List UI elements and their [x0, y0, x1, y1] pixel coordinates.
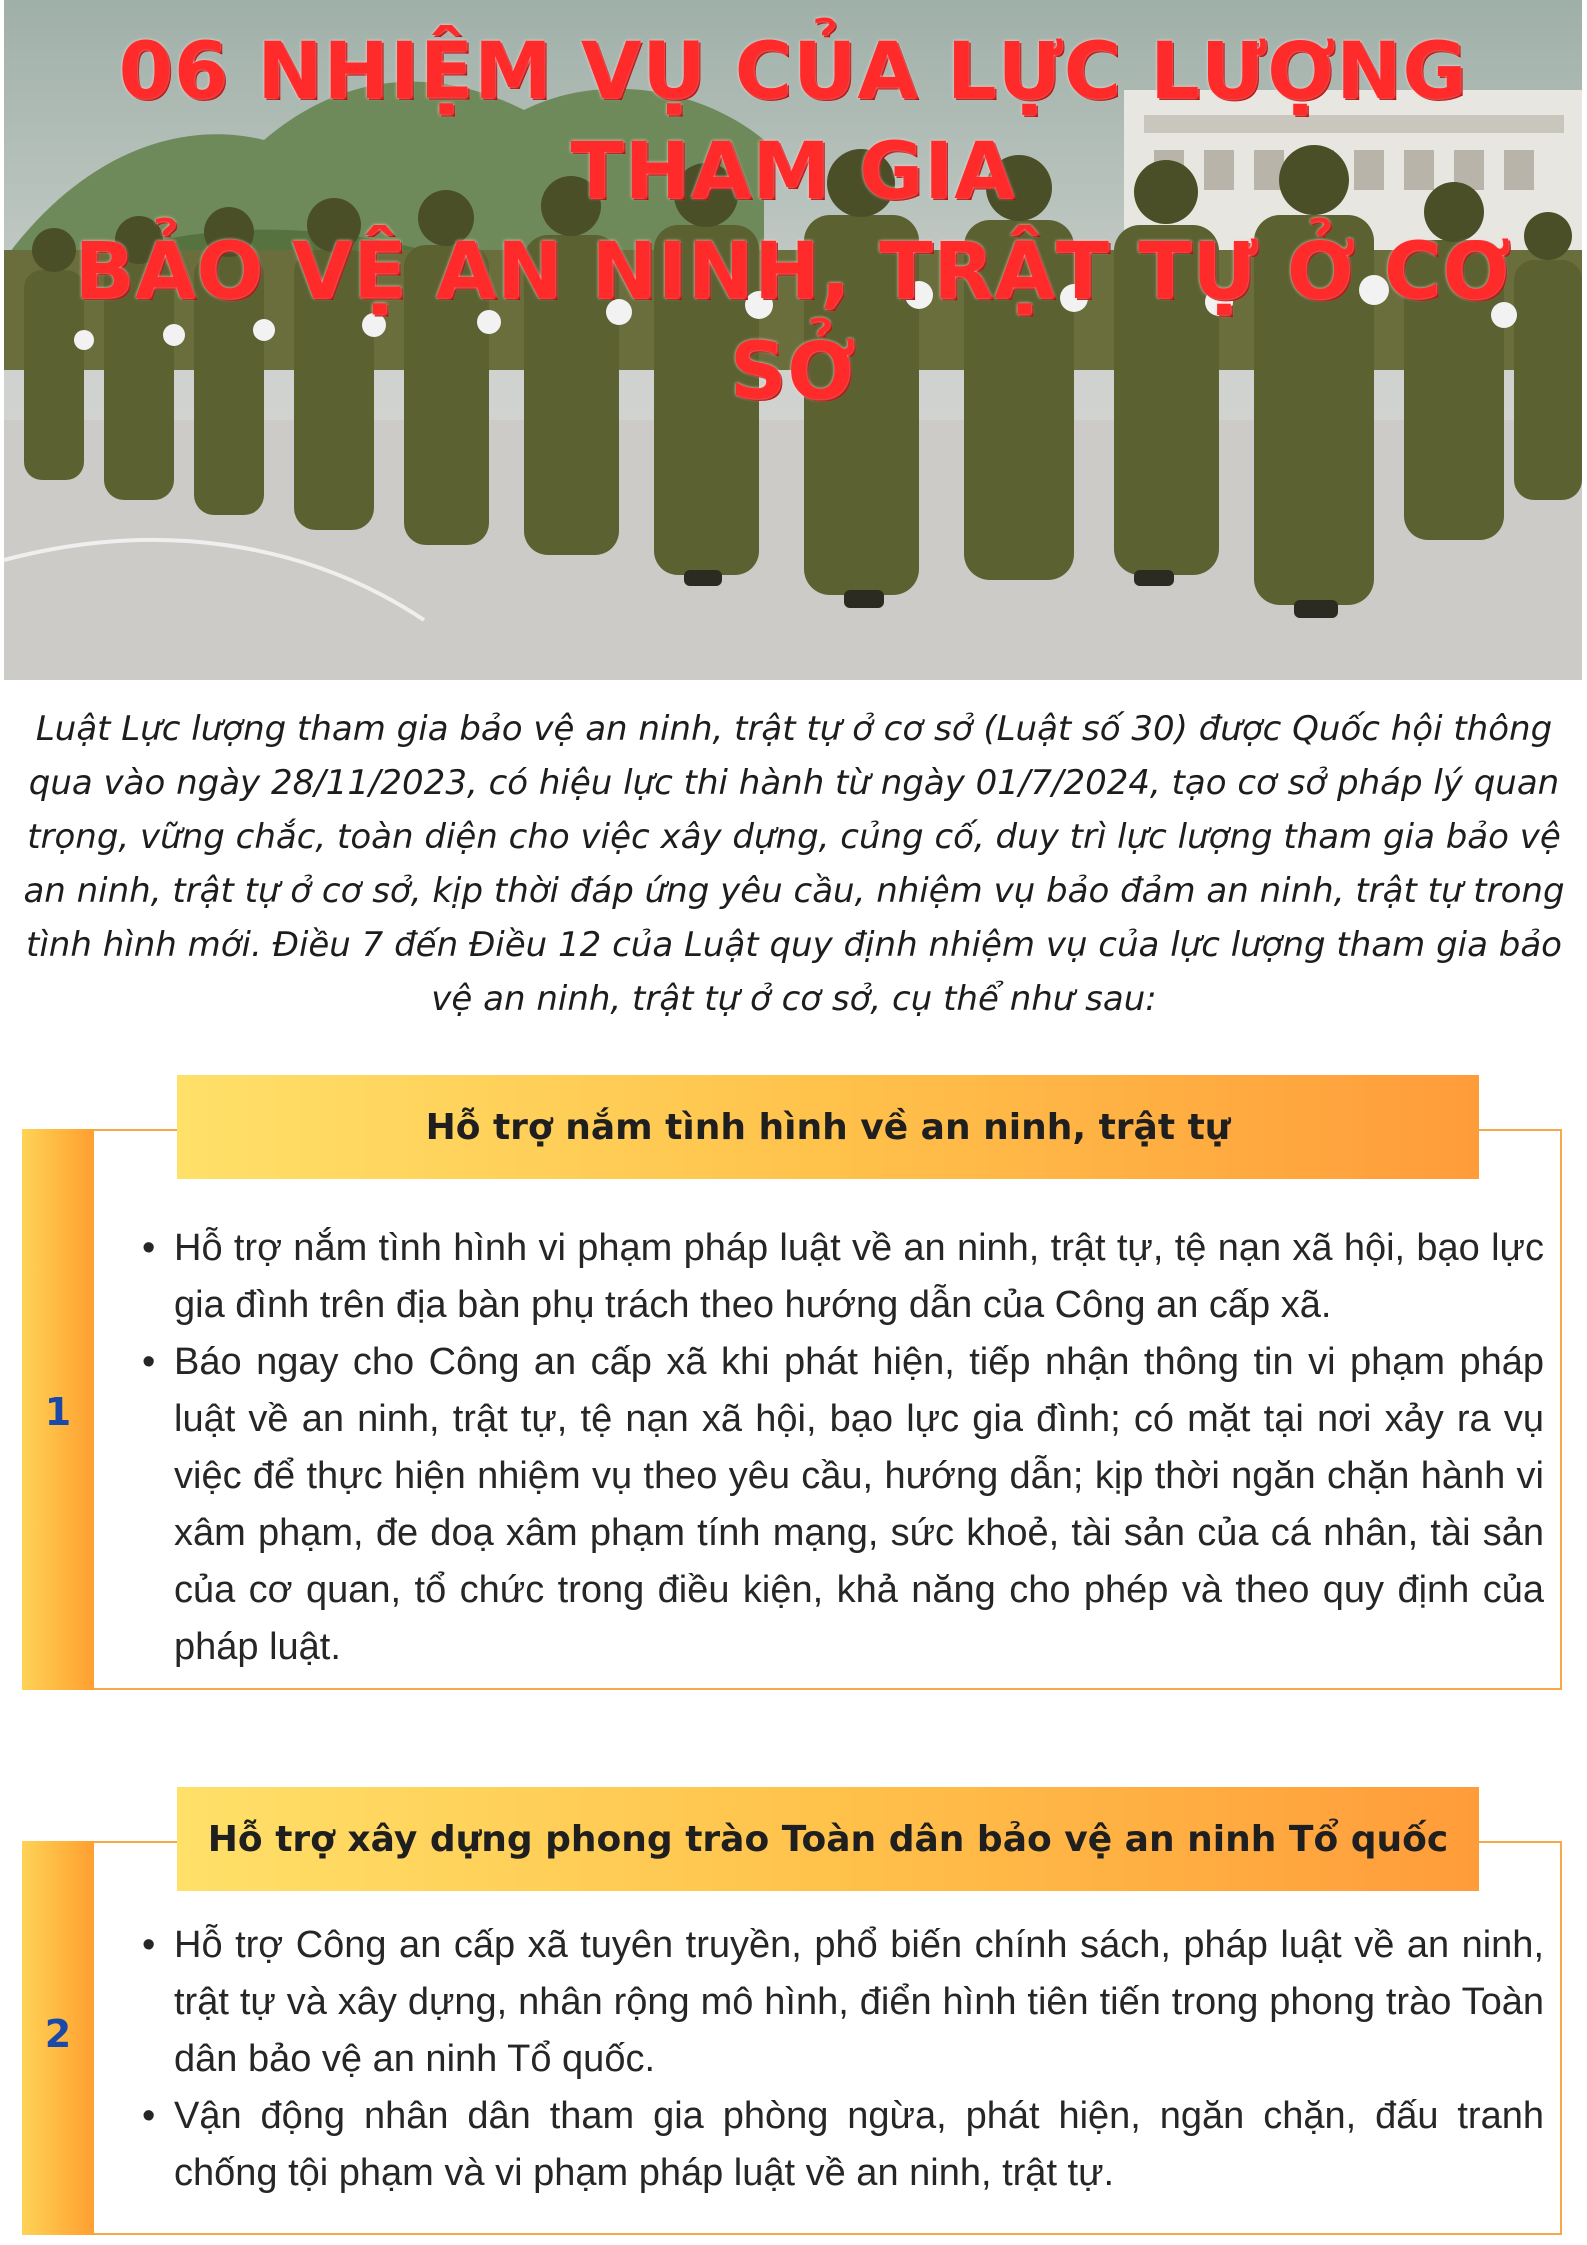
- hero-photo: [4, 0, 1582, 680]
- intro-paragraph: Luật Lực lượng tham gia bảo vệ an ninh, trật tự ở cơ sở (Luật số 30) được Quốc hội thông qua vào ngày 28/11/2023, có hiệu lực thi hành từ ngày 01/7/2024, tạo cơ sở pháp lý quan trọng, vững chắc, toàn diện cho việc xây dựng, củng cố, duy trì lực lượng tham gia bảo vệ an ninh, trật tự ở cơ sở, kịp thời đáp ứng yêu cầu, nhiệm vụ bảo đảm an ninh, trật tự trong tình hình mới. Điều 7 đến Điều 12 của Luật quy định nhiệm vụ của lực lượng tham gia bảo vệ an ninh, trật tự ở cơ sở, cụ thể như sau:: [23, 709, 1565, 1019]
- list-item: • Hỗ trợ nắm tình hình vi phạm pháp luật về an ninh, trật tự, tệ nạn xã hội, bạo lực gia đình trên địa bàn phụ trách theo hướng dẫn của Công an cấp xã.: [150, 1220, 1544, 1334]
- task-number: 2: [44, 2012, 72, 2056]
- list-item: • Vận động nhân dân tham gia phòng ngừa, phát hiện, ngăn chặn, đấu tranh chống tội phạm và vi phạm pháp luật về an ninh, trật tự.: [150, 2088, 1544, 2202]
- list-item: • Hỗ trợ Công an cấp xã tuyên truyền, phổ biến chính sách, pháp luật về an ninh, trật tự và xây dựng, nhân rộng mô hình, điển hình tiên tiến trong phong trào Toàn dân bảo vệ an ninh Tổ quốc.: [150, 1917, 1544, 2088]
- list-item: • Báo ngay cho Công an cấp xã khi phát hiện, tiếp nhận thông tin vi phạm pháp luật về an ninh, trật tự, tệ nạn xã hội, bạo lực gia đình; có mặt tại nơi xảy ra vụ việc để thực hiện nhiệm vụ theo yêu cầu, hướng dẫn; kịp thời ngăn chặn hành vi xâm phạm, đe doạ xâm phạm tính mạng, sức khoẻ, tài sản của cá nhân, tài sản của cơ quan, tổ chức trong điều kiện, khả năng cho phép và theo quy định của pháp luật.: [150, 1334, 1544, 1676]
- task-item-list: [150, 1220, 1544, 1676]
- task-card-2: [22, 1787, 1562, 2235]
- task-card-1: [22, 1075, 1562, 1690]
- title-line-1: 06 NHIỆM VỤ CỦA LỰC LƯỢNG THAM GIA: [118, 27, 1468, 217]
- page-title: [4, 22, 1582, 422]
- task-title-banner: Hỗ trợ nắm tình hình về an ninh, trật tự: [177, 1075, 1479, 1179]
- task-number: 1: [44, 1390, 72, 1434]
- task-title-banner: Hỗ trợ xây dựng phong trào Toàn dân bảo vệ an ninh Tổ quốc: [177, 1787, 1479, 1891]
- task-item-list: [150, 1917, 1544, 2202]
- title-line-2: BẢO VỆ AN NINH, TRẬT TỰ Ở CƠ SỞ: [74, 227, 1512, 417]
